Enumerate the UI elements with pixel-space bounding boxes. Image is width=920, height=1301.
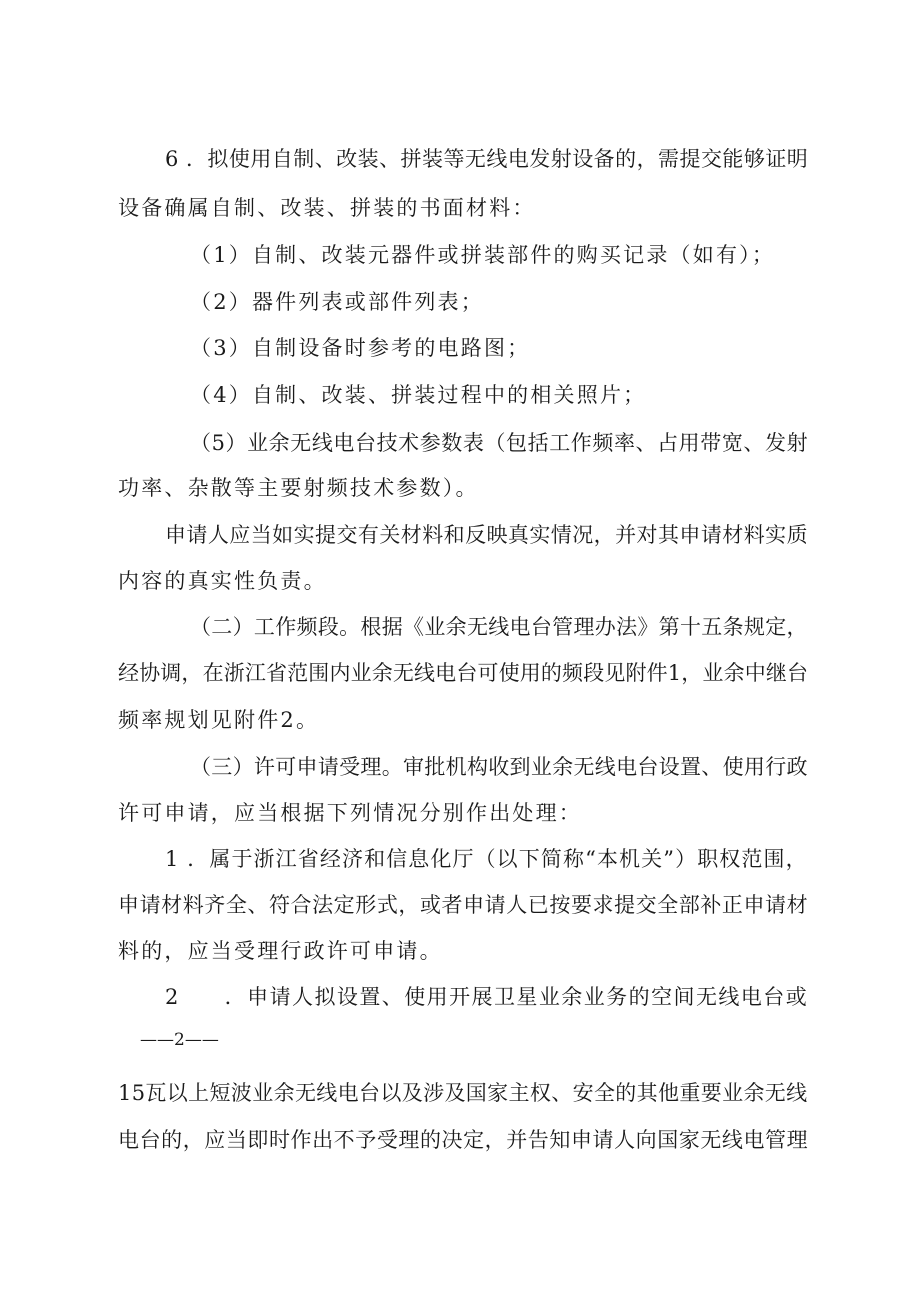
paragraph-line: 2 ．申请人拟设置、使用开展卫星业余业务的空间无线电台或 (165, 985, 809, 1009)
paragraph-line: 申请材料齐全、符合法定形式，或者申请人已按要求提交全部补正申请材 (118, 893, 809, 917)
paragraph-line: 15瓦以上短波业余无线电台以及涉及国家主权、安全的其他重要业余无线 (118, 1081, 808, 1105)
paragraph-line: 功率、杂散等主要射频技术参数）。 (118, 476, 479, 500)
paragraph-line: 申请人应当如实提交有关材料和反映真实情况，并对其申请材料实质 (165, 523, 808, 547)
section-heading-line: （三）许可申请受理。审批机构收到业余无线电台设置、使用行政 (190, 755, 808, 779)
paragraph-line: 内容的真实性负责。 (118, 569, 327, 593)
paragraph-line: 1 ．属于浙江省经济和信息化厅（以下简称“本机关”）职权范围， (165, 847, 808, 871)
list-item: （4）自制、改装、拼装过程中的相关照片； (190, 383, 647, 407)
paragraph-line: 频率规划见附件2。 (118, 708, 320, 732)
paragraph-line: 设备确属自制、改装、拼装的书面材料： (118, 196, 536, 220)
paragraph-line: 经协调，在浙江省范围内业余无线电台可使用的频段见附件1，业余中继台 (118, 661, 809, 685)
list-item: （5）业余无线电台技术参数表（包括工作频率、占用带宽、发射 (190, 431, 809, 455)
page-number: ——2—— (140, 1030, 219, 1050)
list-item: （3）自制设备时参考的电路图； (190, 336, 531, 360)
paragraph-line: 6 ．拟使用自制、改装、拼装等无线电发射设备的，需提交能够证明 (165, 147, 809, 171)
paragraph-line: 电台的，应当即时作出不予受理的决定，并告知申请人向国家无线电管理 (118, 1128, 809, 1152)
list-item: （1）自制、改装元器件或拼装部件的购买记录（如有）； (190, 243, 776, 267)
section-heading-line: （二）工作频段。根据《业余无线电台管理办法》第十五条规定， (190, 615, 808, 639)
paragraph-line: 料的，应当受理行政许可申请。 (118, 939, 443, 963)
paragraph-line: 许可申请，应当根据下列情况分别作出处理： (118, 801, 582, 825)
list-item: （2）器件列表或部件列表； (190, 290, 484, 314)
